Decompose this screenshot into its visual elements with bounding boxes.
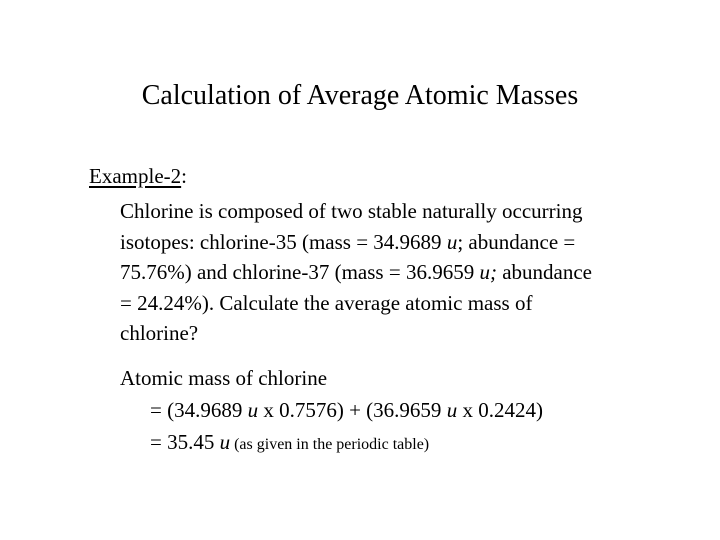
- problem-line: [120, 257, 680, 288]
- solution-text: x 0.7576) + (36.9659: [258, 398, 447, 422]
- problem-line: chlorine?: [120, 321, 199, 345]
- problem-text: 75.76%) and chlorine-37 (mass = 36.9659: [120, 260, 480, 284]
- problem-line: Chlorine is composed of two stable naturally occurring: [120, 199, 583, 223]
- solution-text: = (34.9689: [150, 398, 248, 422]
- problem-text: abundance: [496, 260, 592, 284]
- solution-text: = 35.45: [150, 430, 220, 454]
- problem-statement: [120, 196, 680, 349]
- solution-heading: Atomic mass of chlorine: [120, 366, 328, 390]
- problem-line: [120, 227, 680, 258]
- example-colon: :: [181, 164, 187, 188]
- solution: [120, 362, 543, 461]
- solution-step: [120, 394, 543, 426]
- solution-text: x 0.2424): [457, 398, 543, 422]
- example-label: [89, 163, 187, 189]
- problem-line: = 24.24%). Calculate the average atomic mass of: [120, 290, 533, 315]
- slide-title: Calculation of Average Atomic Masses: [141, 80, 579, 111]
- unit-symbol: u: [219, 430, 231, 454]
- unit-symbol: u: [247, 398, 259, 422]
- solution-result: [120, 426, 543, 461]
- problem-text: ; abundance =: [457, 229, 576, 254]
- unit-symbol: u: [446, 229, 458, 254]
- periodic-table-note: (as given in the periodic table): [230, 436, 430, 453]
- unit-symbol: u;: [479, 260, 497, 284]
- example-number: Example-2: [89, 164, 182, 188]
- unit-symbol: u: [446, 398, 458, 422]
- problem-text: isotopes: chlorine-35 (mass = 34.9689: [120, 229, 447, 254]
